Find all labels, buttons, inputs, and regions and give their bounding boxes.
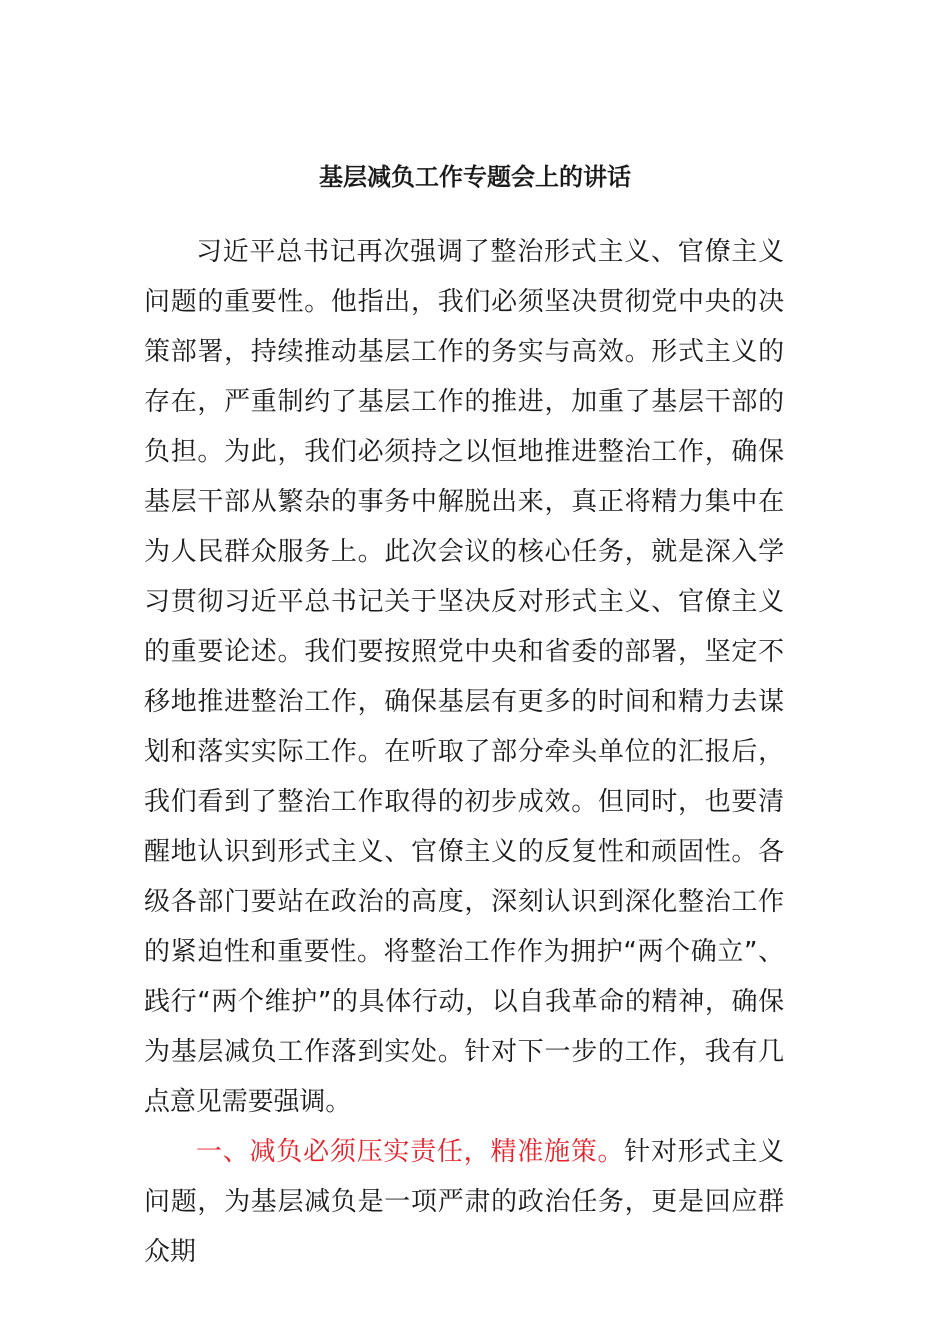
intro-paragraph: 习近平总书记再次强调了整治形式主义、官僚主义问题的重要性。他指出，我们必须坚决贯彻党中央的决策部署，持续推动基层工作的务实与高效。形式主义的存在，严重制约了基层工作的推进，加重了基层干部的负担。为此，我们必须持之以恒地推进整治工作，确保基层干部从繁杂的事务中解脱出来，真正将精力集中在为人民群众服务上。此次会议的核心任务，就是深入学习贯彻习近平总书记关于坚决反对形式主义、官僚主义的重要论述。我们要按照党中央和省委的部署，坚定不移地推进整治工作，确保基层有更多的时间和精力去谋划和落实实际工作。在听取了部分牵头单位的汇报后，我们看到了整治工作取得的初步成效。但同时，也要清醒地认识到形式主义、官僚主义的反复性和顽固性。各级各部门要站在政治的高度，深刻认识到深化整治工作的紧迫性和重要性。将整治工作作为拥护“两个确立”、践行“两个维护”的具体行动，以自我革命的精神，确保为基层减负工作落到实处。针对下一步的工作，我有几点意见需要强调。 <box>144 237 784 1117</box>
section-1-heading: 一、减负必须压实责任，精准施策。 <box>196 1137 625 1167</box>
section-1-paragraph <box>144 1127 784 1277</box>
document-body <box>144 227 784 1277</box>
document-title: 基层减负工作专题会上的讲话 <box>319 163 631 191</box>
section-1-text: 针对形式主义问题，为基层减负是一项严肃的政治任务，更是回应群众期 <box>144 1137 784 1267</box>
